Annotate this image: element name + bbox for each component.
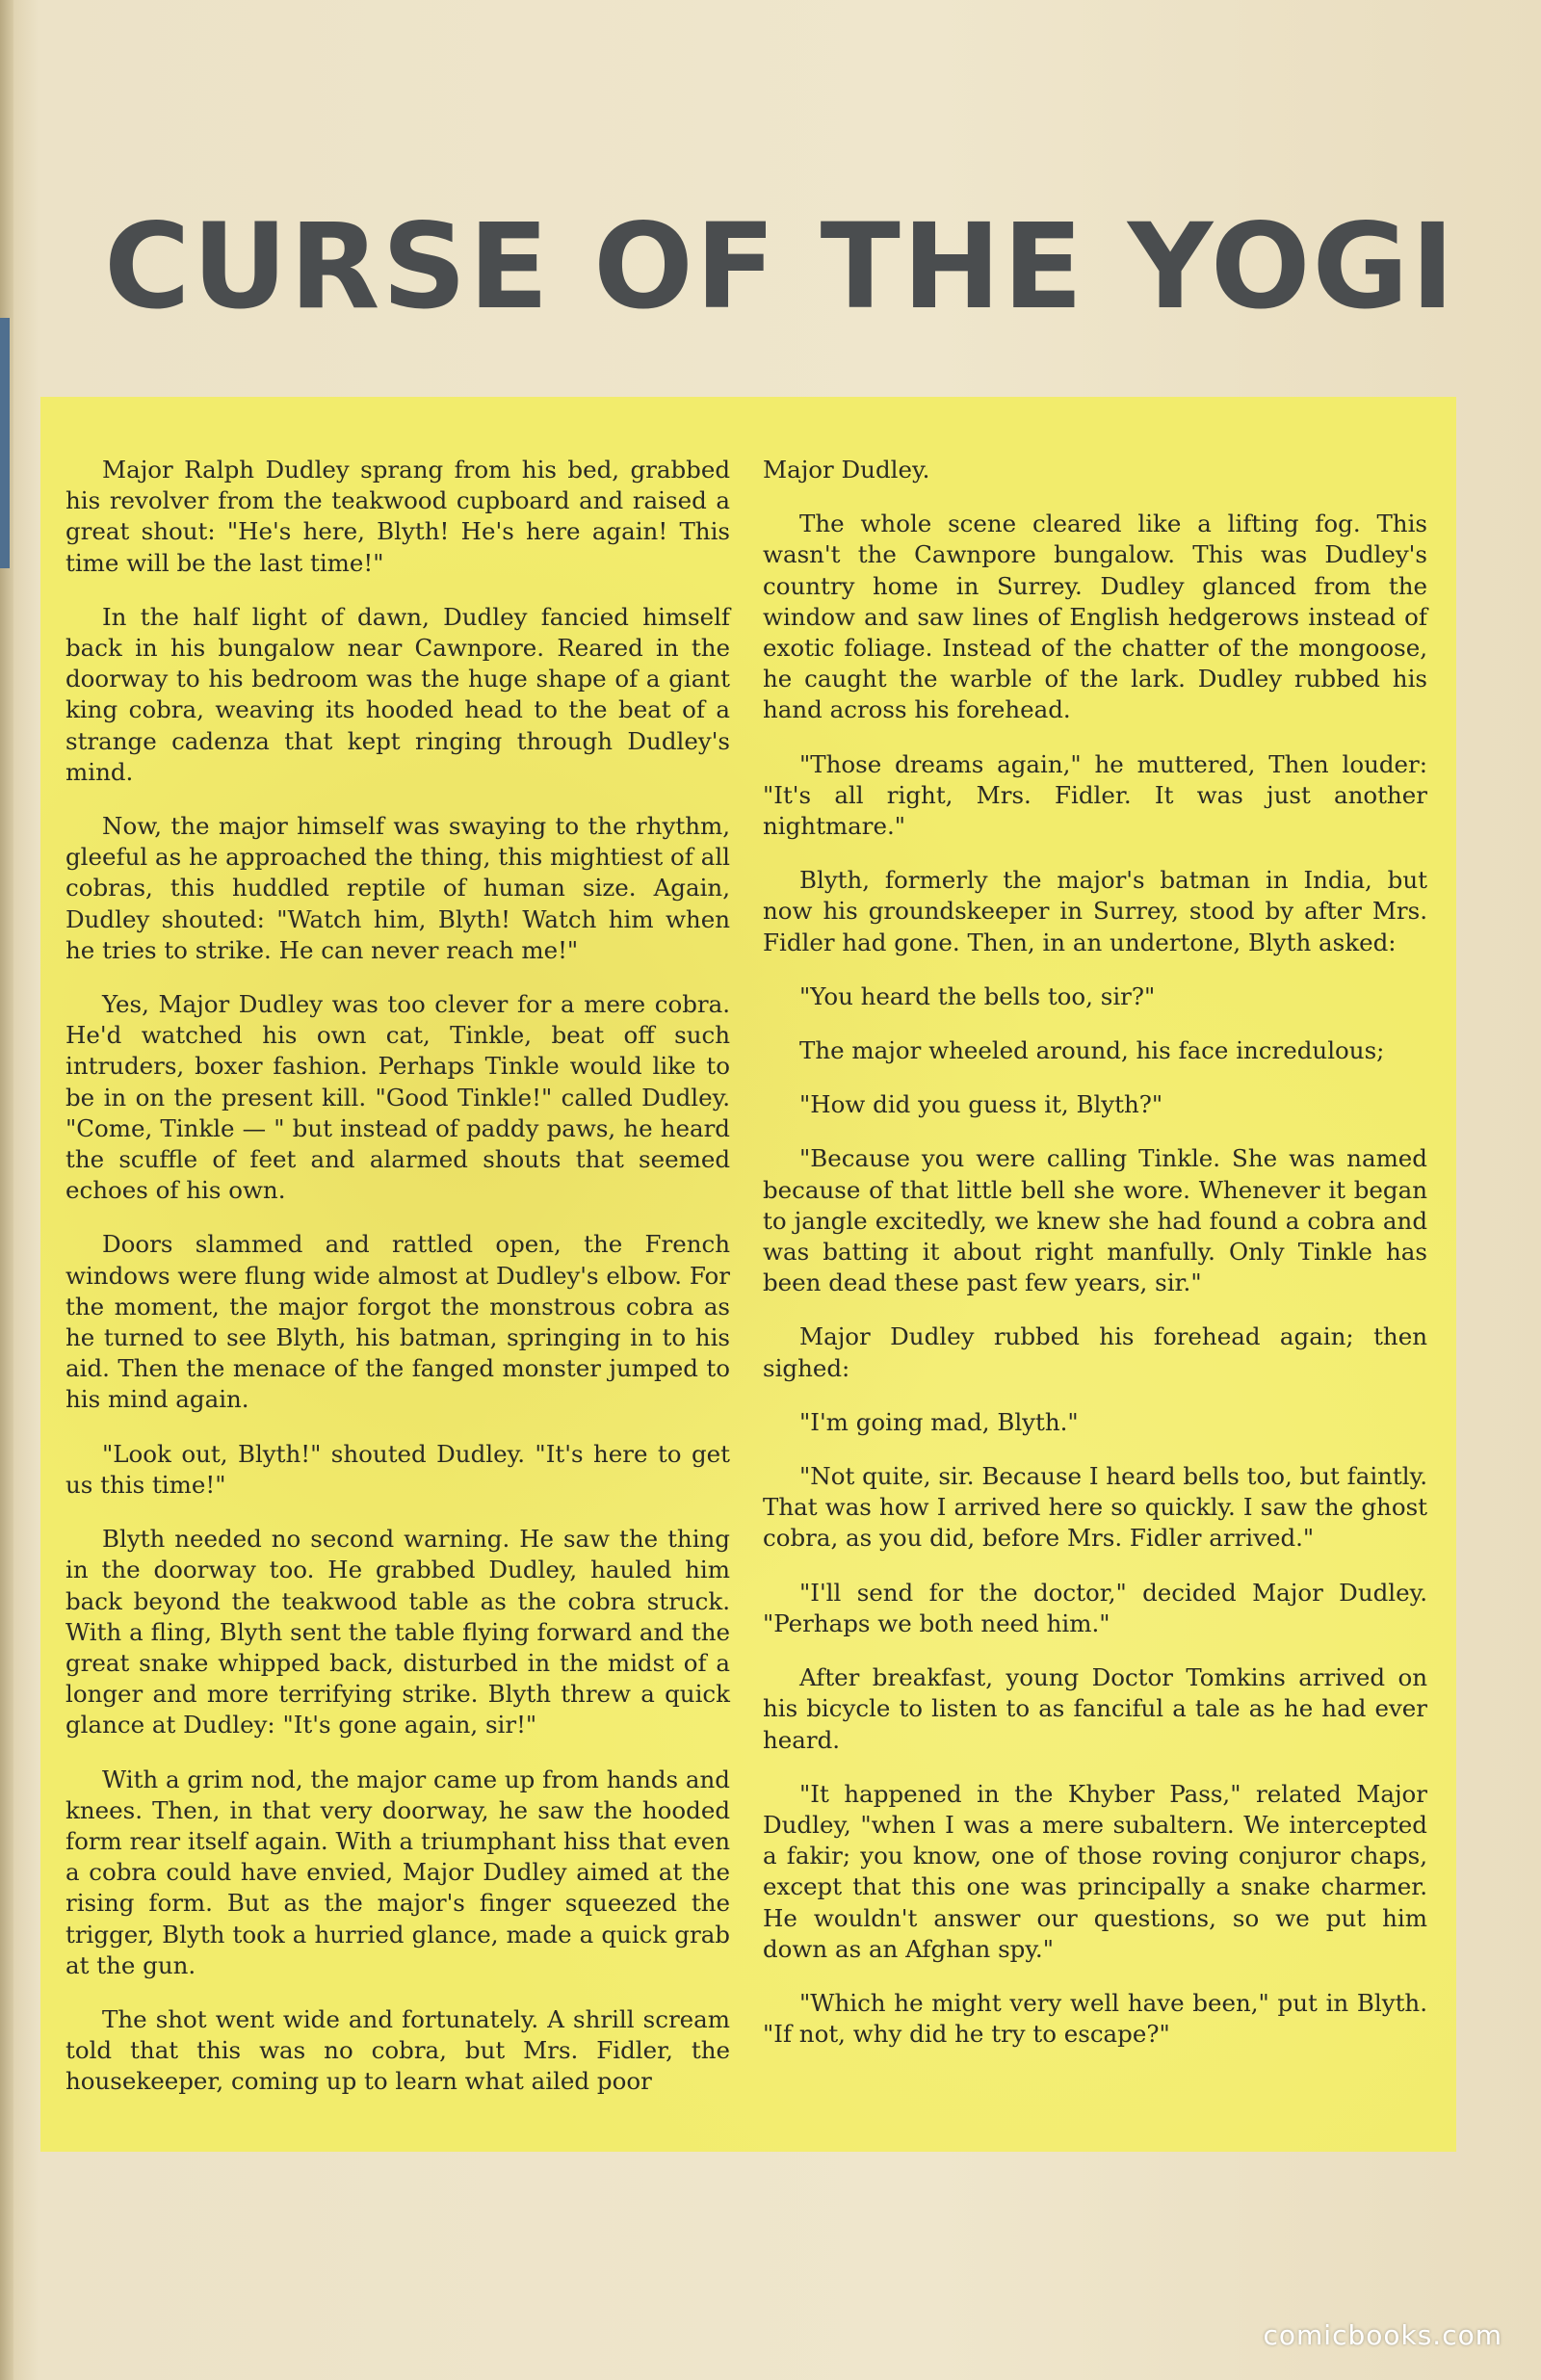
paragraph: Major Dudley. xyxy=(763,456,930,484)
paragraph: "Not quite, sir. Because I heard bells too, but faintly. That was how I arrived here so quickly. I saw the ghost cobra, as you did, before Mrs. Fidler arrived." xyxy=(763,1462,1427,1553)
paragraph: "It happened in the Khyber Pass," related Major Dudley, "when I was a mere subaltern. We intercepted a fakir; you know, one of those roving conjuror chaps, except that this one was principally a snake charmer. He wouldn't answer our questions, so we put him down as an Afghan spy." xyxy=(763,1779,1427,1963)
site-watermark: comicbooks.com xyxy=(1263,2319,1502,2351)
paragraph: After breakfast, young Doctor Tomkins arrived on his bicycle to listen to as fanciful a tale as he had ever heard. xyxy=(763,1663,1427,1754)
page-spine xyxy=(0,0,13,2380)
paragraph: The major wheeled around, his face incredulous; xyxy=(799,1036,1385,1065)
paragraph: Major Dudley rubbed his forehead again; then sighed: xyxy=(763,1322,1427,1382)
story-title: CURSE OF THE YOGI xyxy=(103,198,1457,335)
paragraph: Yes, Major Dudley was too clever for a mere cobra. He'd watched his own cat, Tinkle, beat off such intruders, boxer fashion. Perhaps Tinkle would like to be in on the present kill. "Good Tinkle!" called Dudley. "Come, Tinkle — " but instead of paddy paws, he heard the scuffle of feet and alarmed shouts that seemed echoes of his own. xyxy=(65,990,730,1205)
paragraph: Blyth, formerly the major's batman in India, but now his groundskeeper in Surrey, stood by after Mrs. Fidler had gone. Then, in an undertone, Blyth asked: xyxy=(763,866,1427,956)
paragraph: Doors slammed and rattled open, the French windows were flung wide almost at Dudley's elbow. For the moment, the major forgot the monstrous cobra as he turned to see Blyth, his batman, springing in to his aid. Then the menace of the fanged monster jumped to his mind again. xyxy=(65,1230,730,1414)
paragraph: "Those dreams again," he muttered, Then louder: "It's all right, Mrs. Fidler. It was just another nightmare." xyxy=(763,749,1427,841)
paragraph: "How did you guess it, Blyth?" xyxy=(799,1090,1163,1119)
paragraph: "You heard the bells too, sir?" xyxy=(799,981,1156,1010)
paragraph: Major Ralph Dudley sprang from his bed, grabbed his revolver from the teakwood cupboard and raised a great shout: "He's here, Blyth! He's here again! This time will be the last time!" xyxy=(65,456,730,577)
paragraph: "I'll send for the doctor," decided Major Dudley. "Perhaps we both need him." xyxy=(763,1578,1427,1637)
paragraph: "Which he might very well have been," put in Blyth. "If not, why did he try to escape?" xyxy=(763,1988,1427,2049)
paragraph: Now, the major himself was swaying to the rhythm, gleeful as he approached the thing, this mightiest of all cobras, this huddled reptile of human size. Again, Dudley shouted: "Watch him, Blyth! Watch him when he tries to strike. He can never reach me!" xyxy=(65,812,730,964)
paragraph: The whole scene cleared like a lifting fog. This wasn't the Cawnpore bungalow. This was Dudley's country home in Surrey. Dudley glanced from the window and saw lines of English hedgerows instead of exotic foliage. Instead of the chatter of the mongoose, he caught the warble of the lark. Dudley rubbed his hand across his forehead. xyxy=(763,510,1427,724)
paragraph: Blyth needed no second warning. He saw the thing in the doorway too. He grabbed Dudley, hauled him back beyond the teakwood table as the cobra struck. With a fling, Blyth sent the table flying forward and the great snake whipped back, disturbed in the midst of a longer and more terrifying strike. Blyth threw a quick glance at Dudley: "It's gone again, sir!" xyxy=(65,1525,730,1739)
paragraph: The shot went wide and fortunately. A shrill scream told that this was no cobra, but Mrs. Fidler, the housekeeper, coming up to learn what ailed poor xyxy=(65,2004,730,2096)
spine-color-mark xyxy=(0,318,10,568)
paragraph: "I'm going mad, Blyth." xyxy=(799,1407,1079,1436)
right-column xyxy=(763,455,1427,2132)
paragraph: In the half light of dawn, Dudley fancied himself back in his bungalow near Cawnpore. Reared in the doorway to his bedroom was the huge shape of a giant king cobra, weaving its hooded head to the beat of a strange cadenza that kept ringing through Dudley's mind. xyxy=(65,602,730,786)
left-column xyxy=(65,455,730,2132)
paragraph: "Look out, Blyth!" shouted Dudley. "It's here to get us this time!" xyxy=(65,1439,730,1499)
paragraph: With a grim nod, the major came up from hands and knees. Then, in that very doorway, he saw the hooded form rear itself again. With a triumphant hiss that even a cobra could have envied, Major Dudley aimed at the rising form. But as the major's finger squeezed the trigger, Blyth took a hurried glance, made a quick grab at the gun. xyxy=(65,1765,730,1979)
paragraph: "Because you were calling Tinkle. She was named because of that little bell she wore. Whenever it began to jangle excitedly, we knew she had found a cobra and was batting it about right manfully. Only Tinkle has been dead these past few years, sir." xyxy=(763,1144,1427,1297)
story-text-panel xyxy=(40,397,1456,2152)
